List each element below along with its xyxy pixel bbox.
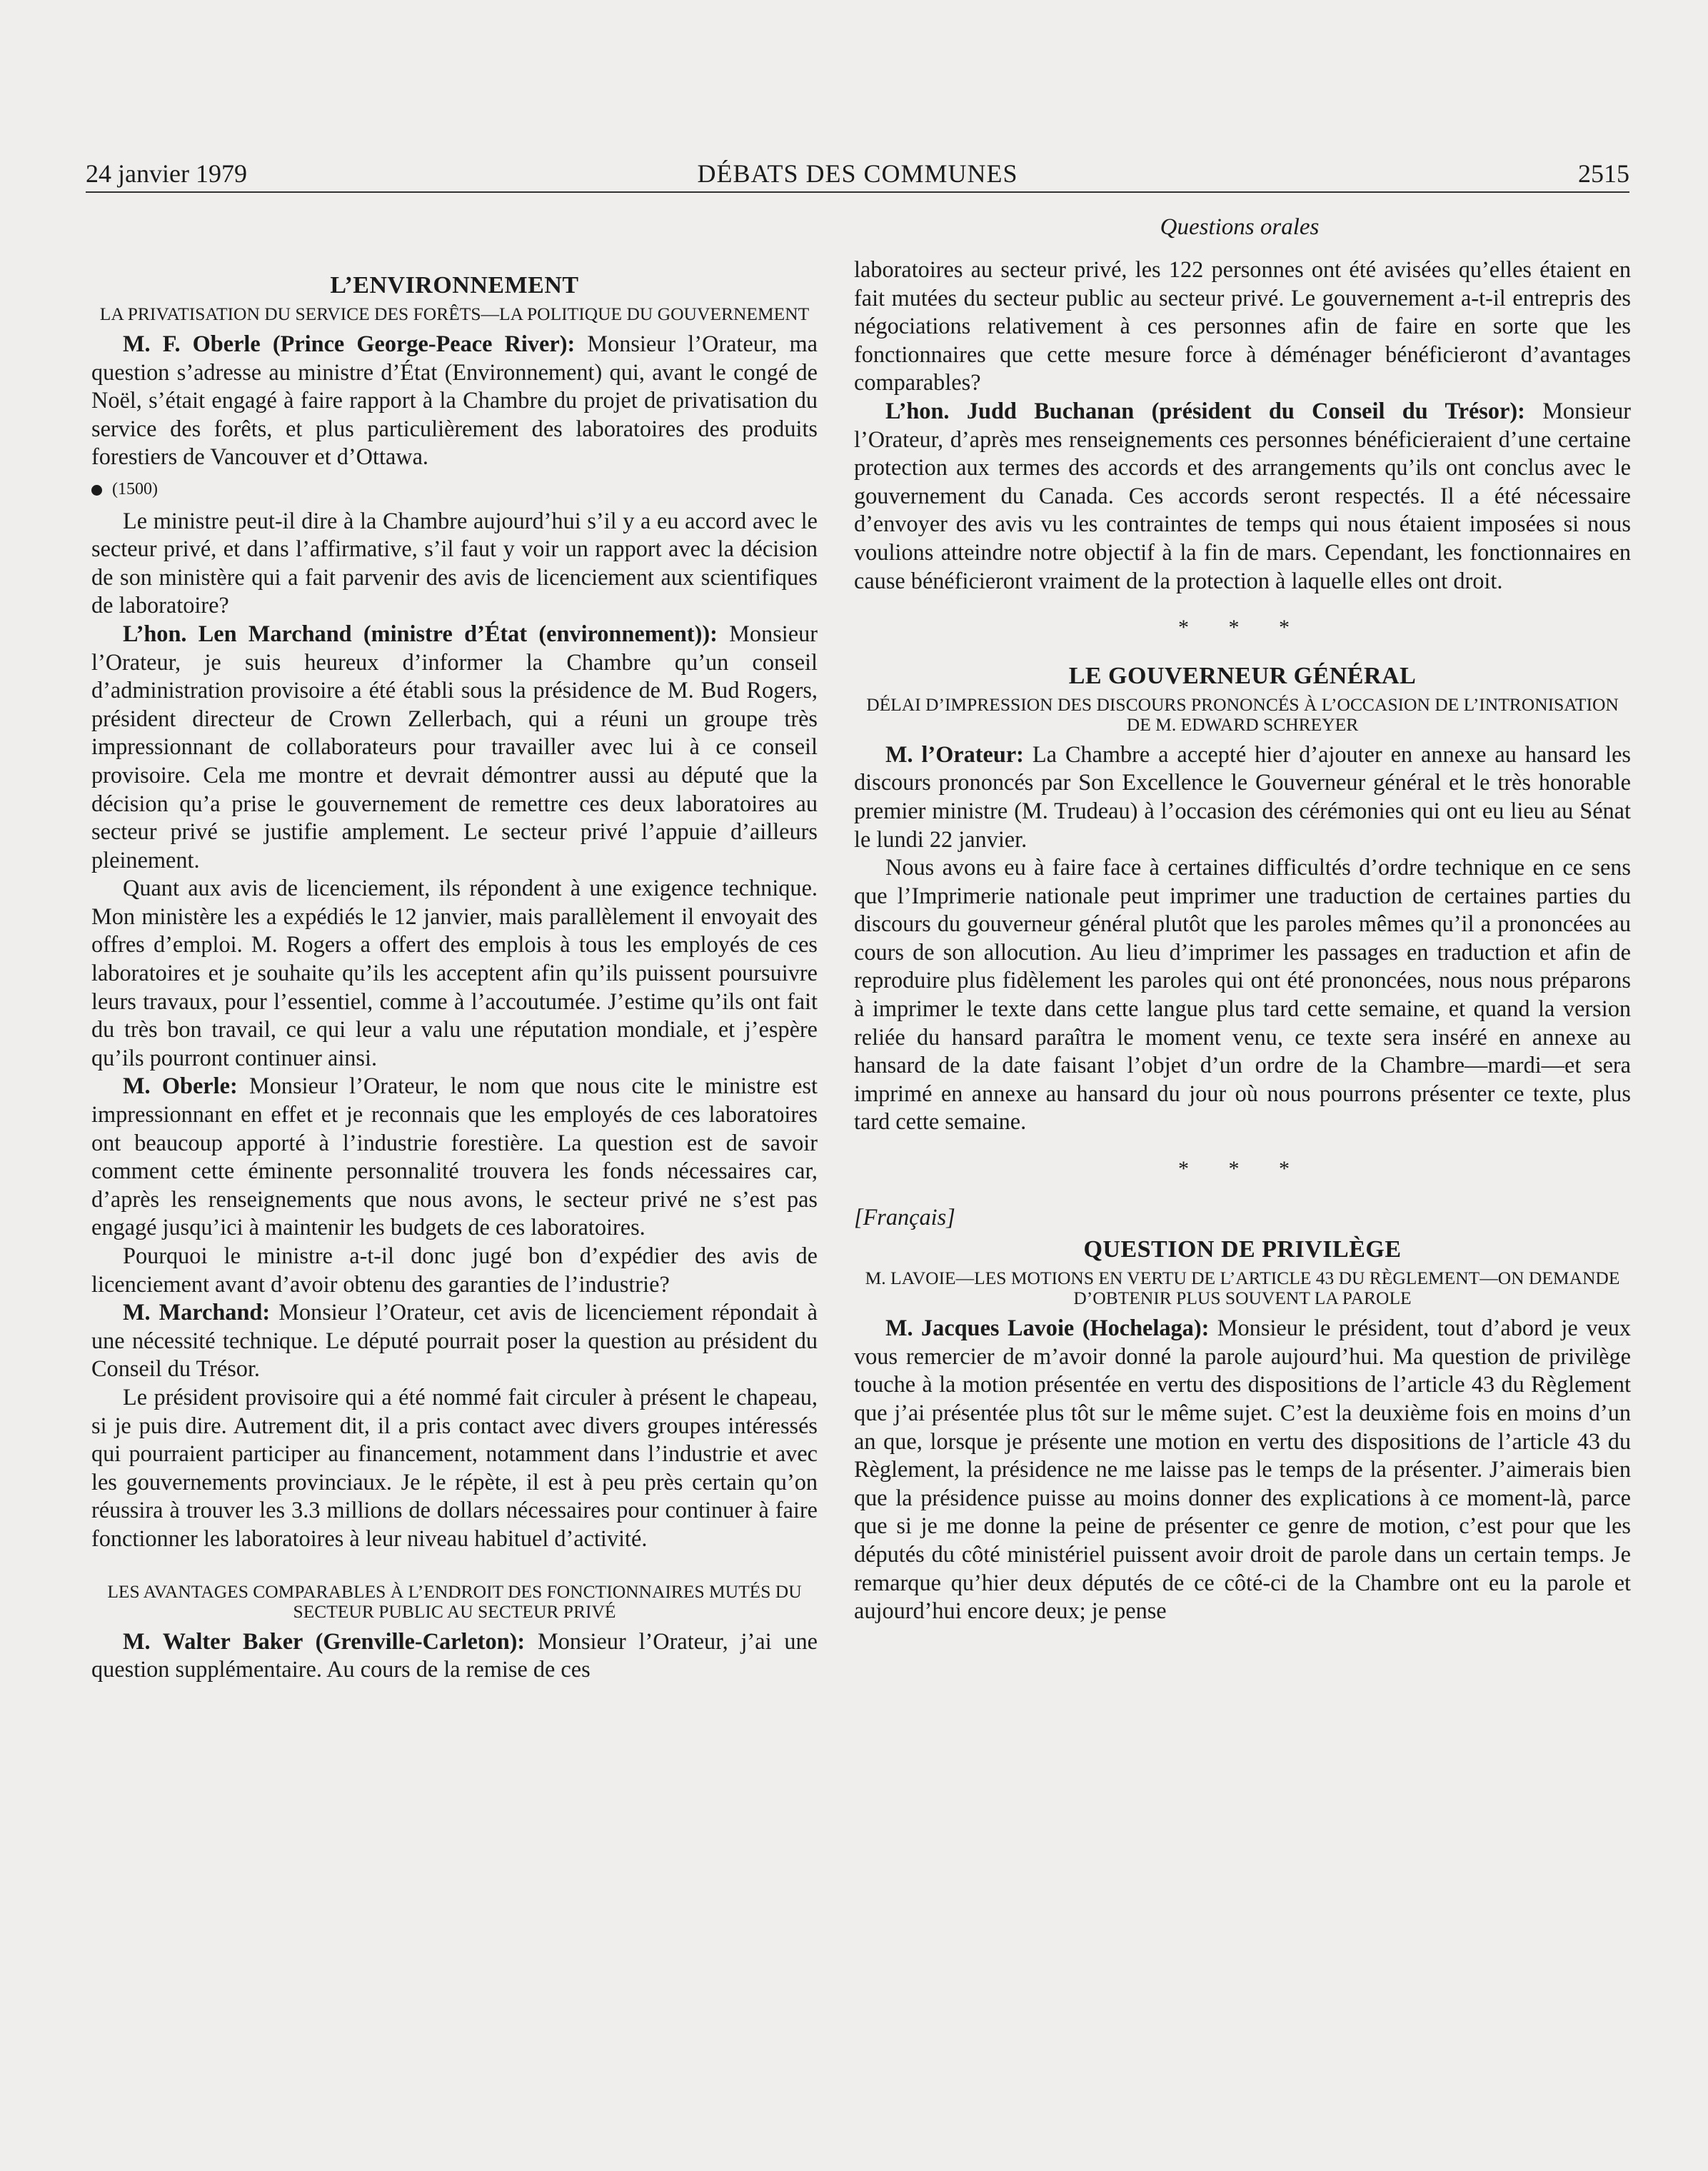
paragraph: M. l’Orateur: La Chambre a accepté hier d’ajouter en annexe au hansard les discours prononcés par Son Excellence le Gouverneur général et le très honorable premier ministre (M. Trudeau) à l’occasion des cérémonies qui ont eu lieu au Sénat le lundi 22 janvier. [854, 741, 1632, 852]
publication-title: DÉBATS DES COMMUNES [697, 159, 1018, 188]
time-tag: (1500) [91, 476, 818, 504]
left-column [91, 251, 818, 1684]
paragraph: Pourquoi le ministre a-t-il donc jugé bon d’expédier des avis de licenciement avant d’avoir obtenu des garanties de l’industrie? [91, 1243, 818, 1297]
speaker: M. F. Oberle (Prince George-Peace River): [123, 331, 576, 356]
paragraph: L’hon. Len Marchand (ministre d’État (environnement)): Monsieur l’Orateur, je suis heureux d’informer la Chambre qu’un conseil d’administration provisoire a été établi sous la présidence de M. Bud Rogers, président directeur de Crown Zellerbach, qui a réuni un groupe très impressionnant de collaborateurs pour travailler avec lui à ce conseil provisoire. Cela me montre et devrait démontrer aussi au député que la décision qu’a prise le gouvernement de remettre ces deux laboratoires au secteur privé se justifie amplement. Le secteur privé l’appuie d’ailleurs pleinement. [91, 620, 818, 873]
paragraph: Nous avons eu à faire face à certaines difficultés d’ordre technique en ce sens que l’Imprimerie nationale peut imprimer une traduction de certaines parties du discours du gouverneur général plutôt que les paroles mêmes qu’il a prononcées au cours de son allocution. Au lieu d’imprimer les passages en traduction et afin de reproduire plus fidèlement les paroles qui ont été prononcées, nous nous préparons à imprimer le texte dans cette langue plus tard cette semaine, et quand la version reliée du hansard paraîtra le moment venu, ce texte sera inséré en annexe au hansard de la date faisant l’objet d’un ordre de la Chambre—mardi—et sera imprimé en annexe au hansard du jour où nous pourrons présenter ce texte, plus tard cette semaine. [854, 854, 1631, 1135]
paragraph: laboratoires au secteur privé, les 122 personnes ont été avisées qu’elles étaient en fait mutées du secteur public au secteur privé. Le gouvernement a-t-il entrepris des négociations relativement à ces personnes afin de faire en sorte que les fonctionnaires que cette mesure force à déménager bénéficieront d’avantages comparables? [854, 256, 1631, 396]
section-heading: LE GOUVERNEUR GÉNÉRAL [1068, 662, 1417, 689]
speaker: M. Walter Baker (Grenville-Carleton): [123, 1628, 526, 1654]
language-marker: [Français] [854, 1203, 955, 1230]
paragraph: M. Jacques Lavoie (Hochelaga): Monsieur le président, tout d’abord je veux vous remercier de m’avoir donné la parole aujourd’hui. Ma question de privilège touche à la motion présentée en vertu des dispositions de l’article 43 du Règlement que j’ai présentée plus tôt sur le même sujet. C’est la deuxième fois en moins d’un an que, lorsque je présente une motion en vertu des dispositions de l’article 43 du Règlement, la présidence ne me laisse pas le temps de la présenter. J’aimerais bien que la présidence puisse au moins donner des explications à ce moment-là, parce que si je me donne la peine de présenter ce genre de motion, c’est pour que les députés du côté ministériel puissent avoir droit de parole dans un certain temps. Je remarque qu’hier deux députés de ce côté-ci de la Chambre ont eu la parole et aujourd’hui encore deux; je pense [854, 1315, 1631, 1624]
speaker: M. Marchand: [123, 1299, 271, 1325]
paragraph: Le président provisoire qui a été nommé fait circuler à présent le chapeau, si je puis dire. Autrement dit, il a pris contact avec divers groupes intéressés qui pourraient participer au financement, notamment dans l’industrie et avec les gouvernements provinciaux. Je le répète, il est à peu près certain qu’on réussira à trouver les 3.3 millions de dollars nécessaires pour continuer à faire fonctionner les laboratoires à leur niveau habituel d’activité. [91, 1383, 818, 1551]
section-subheading: LA PRIVATISATION DU SERVICE DES FORÊTS—LA POLITIQUE DU GOUVERNEMENT [99, 304, 810, 324]
header-date: 24 janvier 1979 [86, 159, 247, 188]
section-separator: * * * [1178, 1157, 1307, 1181]
paragraph: M. Walter Baker (Grenville-Carleton): Monsieur l’Orateur, j’ai une question supplémentaire. Au cours de la remise de ces [91, 1628, 818, 1683]
paragraph: Le ministre peut-il dire à la Chambre aujourd’hui s’il y a eu accord avec le secteur privé, et dans l’affirmative, s’il faut y voir un rapport avec la décision de son ministère qui a fait parvenir des avis de licenciement aux scientifiques de laboratoire? [91, 507, 818, 618]
speaker: M. Oberle: [123, 1073, 238, 1099]
section-heading: L’ENVIRONNEMENT [330, 272, 579, 299]
right-column [854, 256, 1631, 1625]
running-head: Questions orales [1160, 214, 1320, 240]
paragraph: Quant aux avis de licenciement, ils répondent à une exigence technique. Mon ministère les a expédiés le 12 janvier, mais parallèlement il envoyait des offres d’emploi. M. Rogers a offert des emplois à tous les employés de ces laboratoires et je souhaite qu’ils les acceptent afin qu’ils puissent poursuivre leurs travaux, pour l’essentiel, comme à l’accoutumée. J’estime qu’ils ont fait du très bon travail, ce qui leur a valu une réputation mondiale, et j’espère qu’ils pourront continuer ainsi. [91, 875, 818, 1071]
section-subheading: M. LAVOIE—LES MOTIONS EN VERTU DE L’ARTICLE 43 DU RÈGLEMENT—ON DEMANDE D’OBTENIR PLUS SOUVENT LA PAROLE [865, 1268, 1620, 1309]
paragraph: M. Oberle: Monsieur l’Orateur, le nom que nous cite le ministre est impressionnant en effet et je reconnais que les employés de ces laboratoires ont beaucoup apporté à l’industrie forestière. La question est de savoir comment cette éminente personnalité trouvera les fonds nécessaires car, d’après les renseignements que nous avons, le secteur privé ne s’est pas engagé jusqu’ici à maintenir les budgets de ces laboratoires. [91, 1073, 818, 1240]
speaker: M. Jacques Lavoie (Hochelaga): [885, 1315, 1210, 1341]
paragraph: M. Marchand: Monsieur l’Orateur, cet avis de licenciement répondait à une nécessité technique. Le député pourrait poser la question au président du Conseil du Trésor. [91, 1299, 818, 1382]
speaker: L’hon. Len Marchand (ministre d’État (environnement)): [123, 620, 718, 646]
paragraph: L’hon. Judd Buchanan (président du Conseil du Trésor): Monsieur l’Orateur, d’après mes renseignements ces personnes bénéficieraient d’une certaine protection aux termes des accords et des arrangements qu’ils ont conclus avec le gouvernement du Canada. Ces accords seront respectés. Il a été nécessaire d’envoyer des avis vu les contraintes de temps qui nous étaient imposées si nous voulions atteindre notre objectif à la fin de mars. Cependant, les fonctionnaires en cause bénéficieront vraiment de la protection à laquelle elles ont droit. [854, 397, 1632, 593]
paragraph: M. F. Oberle (Prince George-Peace River): Monsieur l’Orateur, ma question s’adresse au ministre d’État (Environnement) qui, avant le congé de Noël, s’était engagé à faire rapport à la Chambre du projet de privatisation du service des forêts, et plus particulièrement des laboratoires des produits forestiers de Vancouver et d’Ottawa. [91, 331, 818, 470]
speaker: L’hon. Judd Buchanan (président du Conseil du Trésor): [885, 397, 1525, 423]
section-heading: QUESTION DE PRIVILÈGE [1083, 1236, 1402, 1263]
page-header [86, 159, 1629, 193]
page-number: 2515 [1578, 159, 1629, 188]
speaker: M. l’Orateur: [885, 741, 1024, 767]
section-subheading: LES AVANTAGES COMPARABLES À L’ENDROIT DES FONCTIONNAIRES MUTÉS DU SECTEUR PUBLIC AU SECTEUR PRIVÉ [107, 1580, 802, 1622]
bullet-icon [91, 485, 102, 496]
section-separator: * * * [1178, 616, 1307, 640]
section-subheading: DÉLAI D’IMPRESSION DES DISCOURS PRONONCÉS À L’OCCASION DE L’INTRONISATION DE M. EDWARD SCHREYER [866, 693, 1619, 735]
